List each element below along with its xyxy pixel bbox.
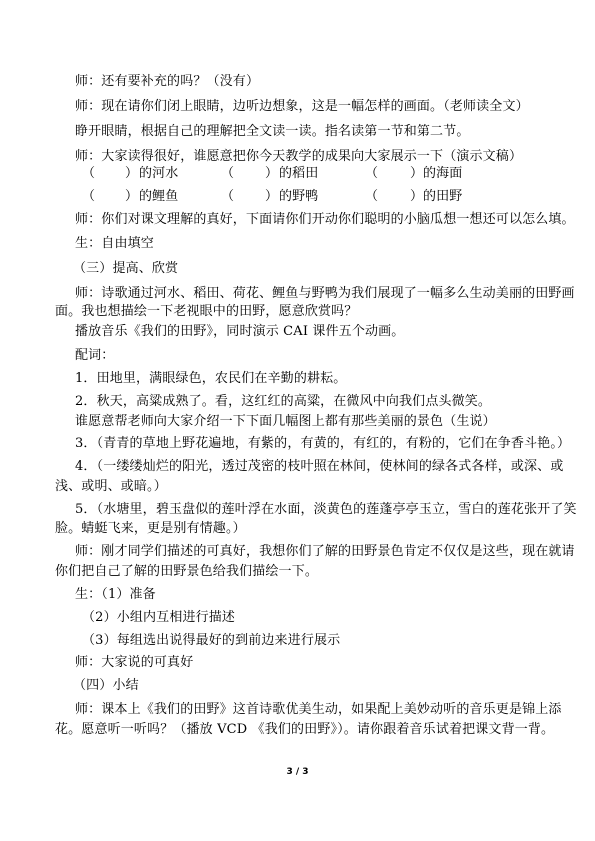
text-line: 配词： — [75, 348, 115, 363]
section-heading: （三）提高、欣赏 — [73, 261, 179, 276]
blank-open: （ — [221, 189, 235, 204]
text-line: 3．（青青的草地上野花遍地，有紫的，有黄的，有红的，有粉的，它们在争香斗艳。） — [75, 436, 571, 451]
text-line: 师：课本上《我们的田野》这首诗歌优美生动，如果配上美妙动听的音乐更是锦上添 — [75, 702, 562, 717]
blank-close: ） — [265, 189, 279, 204]
text-line: 面。我也想描绘一下老视眼中的田野，愿意欣赏吗？ — [55, 304, 358, 319]
text-line: 师：诗歌通过河水、稻田、荷花、鲤鱼与野鸭为我们展现了一幅多么生动美丽的田野画 — [75, 286, 575, 301]
text-line: 谁愿意帮老师向大家介绍一下下面几幅图上都有那些美丽的景色（生说） — [75, 414, 496, 429]
text-line: 师：还有要补充的吗？（没有） — [75, 74, 260, 89]
blank-label: 的稻田 — [279, 166, 319, 181]
text-line: 师：你们对课文理解的真好，下面请你们开动你们聪明的小脑瓜想一想还可以怎么填。 — [75, 212, 575, 227]
text-line: 师：大家说的可真好 — [75, 655, 194, 670]
text-line: （3）每组选出说得最好的到前边来进行展示 — [82, 633, 341, 648]
text-line: 师：刚才同学们描述的可真好，我想你们了解的田野景色肯定不仅仅是这些，现在就请 — [75, 544, 575, 559]
text-line: 你们把自己了解的田野景色给我们描绘一下。 — [55, 564, 319, 579]
blank-label: 的河水 — [139, 166, 179, 181]
blank-open: （ — [221, 166, 235, 181]
text-line: 生：自由填空 — [75, 236, 154, 251]
text-line: 生：（1）准备 — [75, 587, 156, 602]
text-line: 师：大家读得很好，谁愿意把你今天教学的成果向大家展示一下（演示文稿） — [75, 149, 523, 164]
text-line: 播放音乐《我们的田野》，同时演示 CAI 课件五个动画。 — [75, 324, 405, 339]
text-line: 1．田地里，满眼绿色，农民们在辛勤的耕耘。 — [75, 371, 347, 386]
blank-open: （ — [82, 166, 96, 181]
text-line: 脸。蜻蜓飞来，更是别有情趣。） — [55, 521, 246, 536]
text-line: 睁开眼睛，根据自己的理解把全文读一读。指名读第一节和第二节。 — [75, 124, 470, 139]
blank-open: （ — [365, 189, 379, 204]
page-number: 3 / 3 — [286, 767, 309, 777]
text-line: 2．秋天，高粱成熟了。看，这红红的高粱，在微风中向我们点头微笑。 — [75, 394, 492, 409]
blank-close: ） — [125, 189, 139, 204]
blank-close: ） — [125, 166, 139, 181]
blank-label: 的田野 — [423, 189, 463, 204]
text-line: 师：现在请你们闭上眼睛，边听边想象，这是一幅怎样的画面。（老师读全文） — [75, 99, 529, 114]
text-line: 花。愿意听一听吗？（播放 VCD 《我们的田野》）。请你跟着音乐试着把课文背一背。 — [55, 722, 555, 737]
blank-close: ） — [410, 189, 424, 204]
text-line: 5．（水塘里，碧玉盘似的莲叶浮在水面，淡黄色的莲蓬亭亭玉立，雪白的莲花张开了笑 — [75, 502, 577, 517]
blank-open: （ — [82, 189, 96, 204]
blank-label: 的野鸭 — [279, 189, 319, 204]
section-heading: （四）小结 — [73, 678, 139, 693]
text-line: 浅、或明、或暗。） — [55, 479, 167, 494]
blank-open: （ — [365, 166, 379, 181]
blank-close: ） — [410, 166, 424, 181]
blank-label: 的鲤鱼 — [139, 189, 179, 204]
text-line: （2）小组内互相进行描述 — [82, 610, 236, 625]
blank-close: ） — [265, 166, 279, 181]
blank-label: 的海面 — [423, 166, 463, 181]
text-line: 4．（一缕缕灿烂的阳光，透过茂密的枝叶照在林间，使林间的绿各式各样，或深、或 — [75, 459, 564, 474]
